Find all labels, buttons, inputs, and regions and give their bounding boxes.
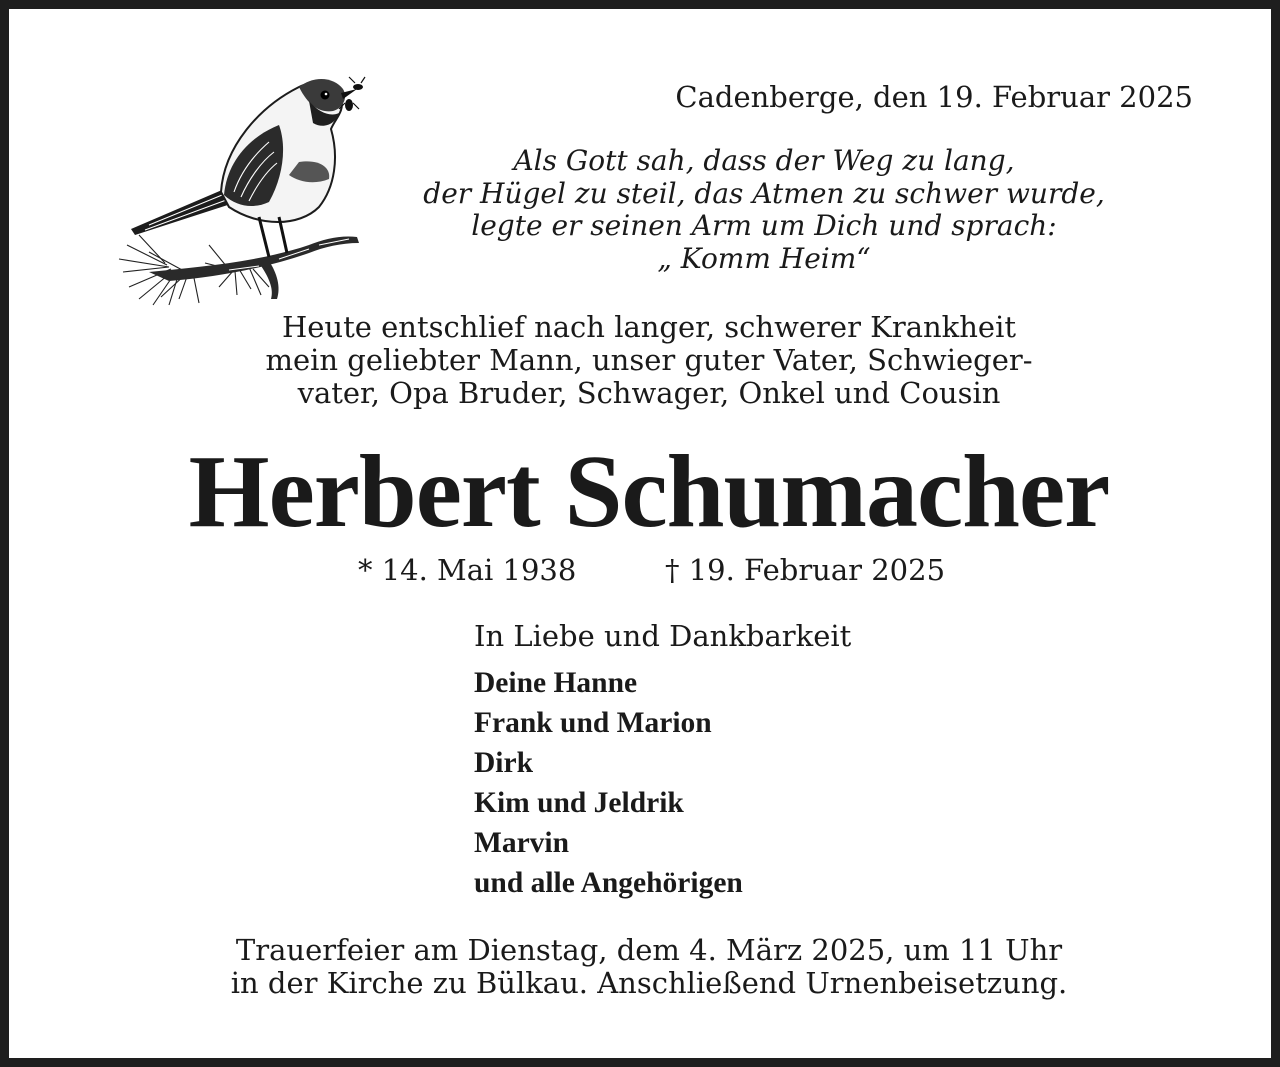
poem-line: Als Gott sah, dass der Weg zu lang,	[513, 144, 1015, 177]
birth-date: * 14. Mai 1938	[358, 553, 577, 587]
deceased-name: Herbert Schumacher	[188, 434, 1110, 549]
mourner-list	[474, 663, 743, 903]
poem-line: „ Komm Heim“	[657, 241, 871, 275]
announcement-line: Heute entschlief nach langer, schwerer Krankheit	[281, 310, 1017, 344]
announcement-text	[149, 311, 1149, 410]
date-line: Cadenberge, den 19. Februar 2025	[675, 80, 1193, 114]
poem-line: der Hügel zu steil, das Atmen zu schwer wurde,	[423, 176, 1105, 210]
service-line: in der Kirche zu Bülkau. Anschließend Urnenbeisetzung.	[230, 966, 1068, 1000]
funeral-service-info	[149, 934, 1149, 1000]
mourner-name: und alle Angehörigen	[474, 867, 743, 899]
mourner-name: Dirk	[474, 747, 533, 779]
mourning-intro: In Liebe und Dankbarkeit	[474, 619, 852, 653]
poem-line: legte er seinen Arm um Dich und sprach:	[471, 209, 1057, 242]
announcement-line: vater, Opa Bruder, Schwager, Onkel und Cousin	[297, 376, 1001, 410]
mourner-name: Frank und Marion	[474, 707, 712, 739]
death-date: † 19. Februar 2025	[665, 553, 946, 587]
mourner-name: Kim und Jeldrik	[474, 787, 684, 819]
robin-bird-illustration	[109, 67, 374, 307]
mourner-name: Marvin	[474, 827, 570, 859]
announcement-line: mein geliebter Mann, unser guter Vater, Schwieger-	[265, 343, 1033, 377]
mourner-name: Deine Hanne	[474, 667, 638, 699]
poem	[389, 145, 1139, 275]
service-line: Trauerfeier am Dienstag, dem 4. März 2025, um 11 Uhr	[235, 933, 1063, 967]
